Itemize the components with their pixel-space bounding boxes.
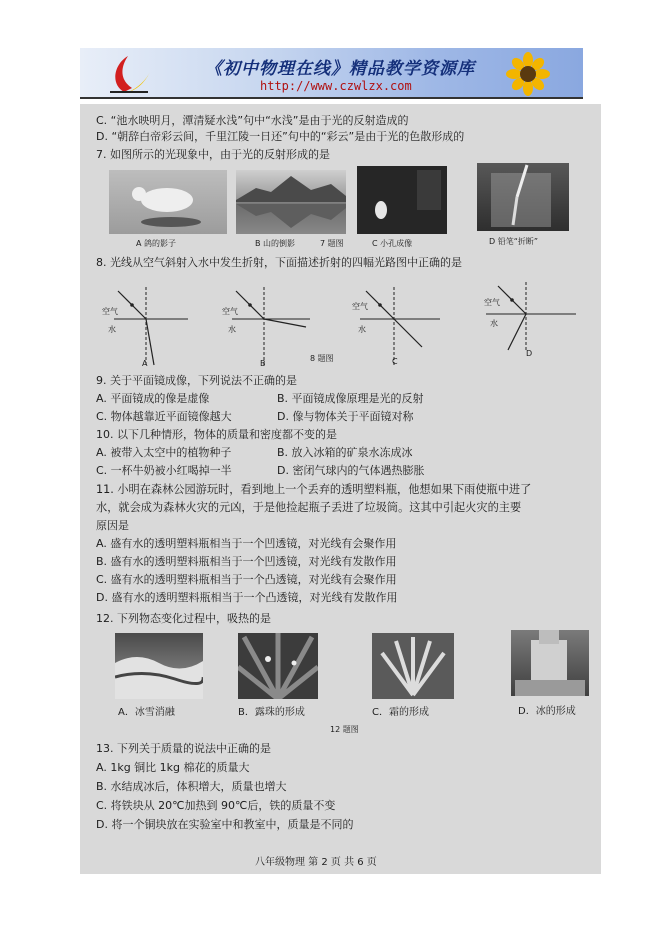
q10-option-c: C. 一杯牛奶被小红喝掉一半 xyxy=(96,464,232,477)
q8-c-letter: C xyxy=(392,357,398,366)
q7-photo-c xyxy=(357,166,447,234)
q8-d-air-label: 空气 xyxy=(484,298,500,307)
q7-photo-a xyxy=(109,170,227,234)
q8-a-air-label: 空气 xyxy=(102,307,118,316)
q8-d-water-label: 水 xyxy=(490,319,498,328)
q9-option-d: D. 像与物体关于平面镜对称 xyxy=(277,410,414,423)
q10-option-a: A. 被带入太空中的植物种子 xyxy=(96,446,232,459)
q13-option-d: D. 将一个铜块放在实验室中和教室中，质量是不同的 xyxy=(96,818,354,831)
q12-figure-label: 12 题图 xyxy=(330,725,359,734)
q8-figure-label: 8 题图 xyxy=(310,354,334,363)
banner-url[interactable]: http://www.czwlzx.com xyxy=(260,79,412,93)
q8-a-letter: A xyxy=(142,359,148,368)
site-logo-icon xyxy=(104,54,154,94)
q8-b-water-label: 水 xyxy=(228,325,236,334)
q10-option-d: D. 密闭气球内的气体遇热膨胀 xyxy=(277,464,425,477)
q7-caption-b: B 山的倒影 xyxy=(255,239,296,248)
q12-photo-d xyxy=(511,630,589,696)
q12-caption-a: A．冰雪消融 xyxy=(118,707,175,718)
q7-caption-d: D 铅笔“折断” xyxy=(489,237,538,246)
q11-option-b: B. 盛有水的透明塑料瓶相当于一个凹透镜，对光线有发散作用 xyxy=(96,555,397,568)
q7-figure-label: 7 题图 xyxy=(320,239,344,248)
q11-option-a: A. 盛有水的透明塑料瓶相当于一个凹透镜，对光线有会聚作用 xyxy=(96,537,397,550)
q7-photo-d xyxy=(477,163,569,231)
page-footer: 八年级物理 第 2 页 共 6 页 xyxy=(255,857,377,868)
banner-title: 《初中物理在线》精品教学资源库 xyxy=(205,59,475,79)
q9-option-a: A. 平面镜成的像是虚像 xyxy=(96,392,210,405)
q10-stem: 10. 以下几种情形，物体的质量和密度都不变的是 xyxy=(96,428,337,441)
q12-photo-b xyxy=(238,633,318,699)
q9-option-b: B. 平面镜成像原理是光的反射 xyxy=(277,392,424,405)
q13-option-a: A. 1kg 铜比 1kg 棉花的质量大 xyxy=(96,761,250,774)
banner-divider xyxy=(80,97,583,99)
q12-caption-c: C．霜的形成 xyxy=(372,707,429,718)
q11-stem-line-1: 11. 小明在森林公园游玩时，看到地上一个丢弃的透明塑料瓶，他想如果下雨使瓶中进了 xyxy=(96,483,532,496)
q7-stem: 7. 如图所示的光现象中，由于光的反射形成的是 xyxy=(96,148,330,161)
q8-stem: 8. 光线从空气斜射入水中发生折射，下面描述折射的四幅光路图中正确的是 xyxy=(96,256,462,269)
q8-b-letter: B xyxy=(260,359,266,368)
q6-option-c: C. “池水映明月，潭清疑水浅”句中“水浅”是由于光的反射造成的 xyxy=(96,114,409,127)
q12-photo-c xyxy=(372,633,454,699)
q10-option-b: B. 放入冰箱的矿泉水冻成冰 xyxy=(277,446,413,459)
q7-caption-a: A 鸽的影子 xyxy=(136,239,177,248)
q8-d-letter: D xyxy=(526,349,533,358)
sunflower-icon xyxy=(497,52,559,96)
q12-stem: 12. 下列物态变化过程中，吸热的是 xyxy=(96,612,271,625)
q12-caption-b: B．露珠的形成 xyxy=(238,707,305,718)
q8-c-air-label: 空气 xyxy=(352,302,368,311)
q7-caption-c: C 小孔成像 xyxy=(372,239,413,248)
q13-stem: 13. 下列关于质量的说法中正确的是 xyxy=(96,742,271,755)
q11-option-c: C. 盛有水的透明塑料瓶相当于一个凸透镜，对光线有会聚作用 xyxy=(96,573,397,586)
q12-photo-a xyxy=(115,633,203,699)
q13-option-c: C. 将铁块从 20℃加热到 90℃后，铁的质量不变 xyxy=(96,799,336,812)
q7-photo-b xyxy=(236,170,346,234)
q9-stem: 9. 关于平面镜成像，下列说法不正确的是 xyxy=(96,374,297,387)
q11-stem-line-2: 水，就会成为森林火灾的元凶，于是他捡起瓶子丢进了垃圾筒。这其中引起火灾的主要 xyxy=(96,501,522,514)
q12-caption-d: D．冰的形成 xyxy=(518,706,576,717)
q8-c-water-label: 水 xyxy=(358,325,366,334)
q11-stem-line-3: 原因是 xyxy=(96,519,129,532)
q8-b-air-label: 空气 xyxy=(222,307,238,316)
q11-option-d: D. 盛有水的透明塑料瓶相当于一个凸透镜，对光线有发散作用 xyxy=(96,591,398,604)
q6-option-d: D. “朝辞白帝彩云间，千里江陵一日还”句中的“彩云”是由于光的色散形成的 xyxy=(96,130,465,143)
q8-a-water-label: 水 xyxy=(108,325,116,334)
q9-option-c: C. 物体越靠近平面镜像越大 xyxy=(96,410,232,423)
q13-option-b: B. 水结成冰后，体积增大，质量也增大 xyxy=(96,780,287,793)
